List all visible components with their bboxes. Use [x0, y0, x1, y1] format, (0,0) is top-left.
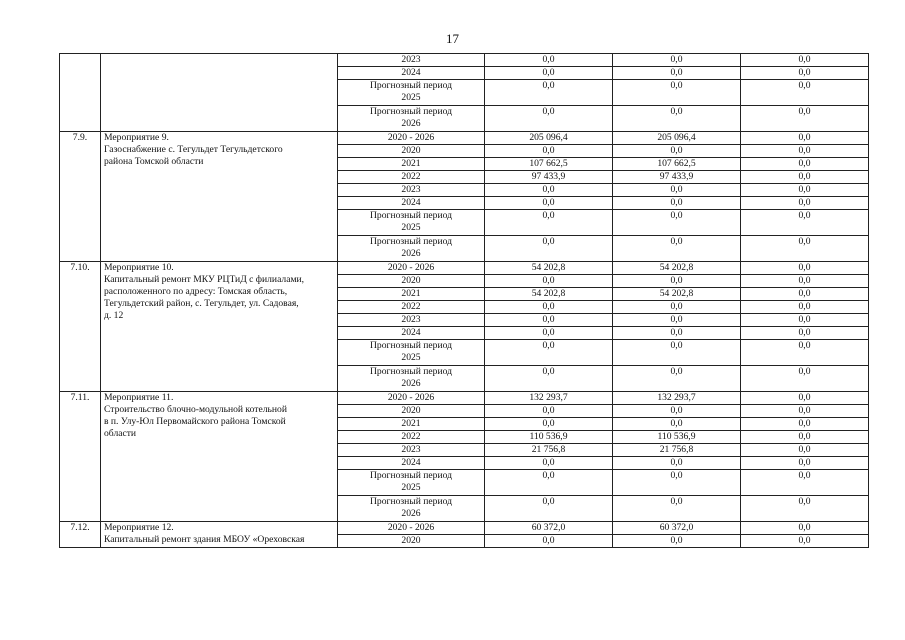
amount-cell-2: 0,0: [613, 54, 741, 67]
amount-cell-3: 0,0: [741, 184, 869, 197]
amount-cell-2: 0,0: [613, 366, 741, 392]
period-text: 2025: [401, 92, 421, 103]
period-text: 2022: [401, 171, 421, 182]
amount-cell-1: 0,0: [485, 327, 613, 340]
table-row: [60, 54, 869, 67]
amount-cell-3: 0,0: [741, 210, 869, 236]
amount-cell-1: 0,0: [485, 314, 613, 327]
amount-cell-3: 0,0: [741, 80, 869, 106]
amount-cell-2: 0,0: [613, 106, 741, 132]
item-number: 7.10.: [60, 262, 101, 392]
period-text: 2024: [401, 67, 421, 78]
amount-cell-1: 0,0: [485, 106, 613, 132]
page-number: 17: [446, 31, 459, 46]
period-text: 2024: [401, 327, 421, 338]
item-number: 7.9.: [60, 132, 101, 262]
amount-cell-3: 0,0: [741, 522, 869, 535]
amount-cell-3: 0,0: [741, 392, 869, 405]
amount-cell-1: 0,0: [485, 366, 613, 392]
period-text: 2020 - 2026: [387, 132, 435, 143]
amount-cell-2: 107 662,5: [613, 158, 741, 171]
item-description-line: д. 12: [104, 310, 124, 321]
period-text: 2022: [401, 301, 421, 312]
amount-cell-3: 0,0: [741, 366, 869, 392]
period-text: 2025: [401, 352, 421, 363]
amount-cell-3: 0,0: [741, 262, 869, 275]
amount-cell-2: 0,0: [613, 340, 741, 366]
period-cell: [338, 288, 485, 301]
table-row: [60, 522, 869, 535]
budget-table-body: [60, 54, 869, 548]
period-text: 2020: [401, 145, 421, 156]
amount-cell-1: 0,0: [485, 197, 613, 210]
amount-cell-2: 0,0: [613, 210, 741, 236]
amount-cell-2: 0,0: [613, 301, 741, 314]
amount-cell-3: 0,0: [741, 418, 869, 431]
amount-cell-3: 0,0: [741, 405, 869, 418]
period-cell: [338, 132, 485, 145]
amount-cell-3: 0,0: [741, 132, 869, 145]
period-cell: [338, 158, 485, 171]
amount-cell-2: 0,0: [613, 418, 741, 431]
period-cell: [338, 184, 485, 197]
period-cell: [338, 431, 485, 444]
table-row: [60, 262, 869, 275]
amount-cell-1: 0,0: [485, 145, 613, 158]
period-text: 2024: [401, 197, 421, 208]
period-text: 2020: [401, 535, 421, 546]
period-cell: [338, 106, 485, 132]
period-text: 2023: [401, 54, 421, 65]
period-text: 2021: [401, 418, 421, 429]
amount-cell-2: 97 433,9: [613, 171, 741, 184]
amount-cell-1: 0,0: [485, 275, 613, 288]
amount-cell-1: 0,0: [485, 496, 613, 522]
period-cell: [338, 145, 485, 158]
amount-cell-1: 0,0: [485, 340, 613, 366]
amount-cell-2: 0,0: [613, 457, 741, 470]
amount-cell-2: 60 372,0: [613, 522, 741, 535]
item-description: [101, 522, 338, 548]
amount-cell-1: 0,0: [485, 210, 613, 236]
period-cell: [338, 54, 485, 67]
period-text: 2026: [401, 378, 421, 389]
amount-cell-2: 0,0: [613, 535, 741, 548]
amount-cell-2: 110 536,9: [613, 431, 741, 444]
item-number: [60, 54, 101, 132]
period-cell: [338, 80, 485, 106]
period-cell: [338, 301, 485, 314]
period-text: 2021: [401, 288, 421, 299]
amount-cell-1: 97 433,9: [485, 171, 613, 184]
amount-cell-3: 0,0: [741, 54, 869, 67]
item-description: [101, 54, 338, 132]
period-text: 2023: [401, 184, 421, 195]
item-description-line: Капитальный ремонт здания МБОУ «Ореховская: [104, 534, 305, 545]
period-text: 2025: [401, 482, 421, 493]
amount-cell-1: 21 756,8: [485, 444, 613, 457]
period-cell: [338, 366, 485, 392]
period-cell: [338, 418, 485, 431]
amount-cell-3: 0,0: [741, 171, 869, 184]
amount-cell-1: 0,0: [485, 54, 613, 67]
amount-cell-2: 0,0: [613, 470, 741, 496]
period-cell: [338, 210, 485, 236]
amount-cell-1: 54 202,8: [485, 262, 613, 275]
period-text: 2023: [401, 444, 421, 455]
amount-cell-3: 0,0: [741, 236, 869, 262]
item-description-line: Мероприятие 11.: [104, 392, 174, 403]
period-text: Прогнозный период: [369, 340, 452, 351]
amount-cell-3: 0,0: [741, 431, 869, 444]
item-number: 7.12.: [60, 522, 101, 548]
amount-cell-1: 0,0: [485, 418, 613, 431]
amount-cell-3: 0,0: [741, 340, 869, 366]
amount-cell-1: 0,0: [485, 405, 613, 418]
period-text: 2020: [401, 405, 421, 416]
period-text: Прогнозный период: [369, 210, 452, 221]
amount-cell-2: 54 202,8: [613, 262, 741, 275]
amount-cell-2: 0,0: [613, 314, 741, 327]
item-description-line: Мероприятие 12.: [104, 522, 174, 533]
amount-cell-2: 0,0: [613, 184, 741, 197]
period-cell: [338, 470, 485, 496]
amount-cell-1: 60 372,0: [485, 522, 613, 535]
period-text: 2024: [401, 457, 421, 468]
item-number: 7.11.: [60, 392, 101, 522]
period-cell: [338, 314, 485, 327]
item-description-line: Мероприятие 10.: [104, 262, 174, 273]
amount-cell-2: 0,0: [613, 405, 741, 418]
item-description-line: Тегульдетский район, с. Тегульдет, ул. Садовая,: [104, 298, 299, 309]
period-text: Прогнозный период: [369, 236, 452, 247]
item-description: [101, 392, 338, 522]
amount-cell-3: 0,0: [741, 327, 869, 340]
period-text: 2026: [401, 508, 421, 519]
period-cell: [338, 340, 485, 366]
period-text: 2020 - 2026: [387, 392, 435, 403]
amount-cell-2: 0,0: [613, 275, 741, 288]
amount-cell-3: 0,0: [741, 197, 869, 210]
item-description-line: района Томской области: [104, 156, 204, 167]
item-description-line: расположенного по адресу: Томская область,: [104, 286, 288, 297]
period-text: 2026: [401, 248, 421, 259]
amount-cell-2: 0,0: [613, 197, 741, 210]
period-cell: [338, 496, 485, 522]
amount-cell-2: 0,0: [613, 145, 741, 158]
amount-cell-3: 0,0: [741, 301, 869, 314]
period-text: Прогнозный период: [369, 106, 452, 117]
table-row: [60, 132, 869, 145]
amount-cell-1: 0,0: [485, 457, 613, 470]
amount-cell-3: 0,0: [741, 470, 869, 496]
period-text: 2020 - 2026: [387, 522, 435, 533]
period-cell: [338, 236, 485, 262]
amount-cell-1: 107 662,5: [485, 158, 613, 171]
period-cell: [338, 197, 485, 210]
amount-cell-3: 0,0: [741, 496, 869, 522]
period-text: 2026: [401, 118, 421, 129]
amount-cell-3: 0,0: [741, 158, 869, 171]
amount-cell-1: 0,0: [485, 67, 613, 80]
period-text: 2020: [401, 275, 421, 286]
period-cell: [338, 405, 485, 418]
amount-cell-2: 0,0: [613, 80, 741, 106]
amount-cell-3: 0,0: [741, 314, 869, 327]
amount-cell-2: 54 202,8: [613, 288, 741, 301]
period-cell: [338, 262, 485, 275]
amount-cell-3: 0,0: [741, 457, 869, 470]
amount-cell-2: 205 096,4: [613, 132, 741, 145]
amount-cell-3: 0,0: [741, 67, 869, 80]
amount-cell-3: 0,0: [741, 106, 869, 132]
item-description-line: в п. Улу-Юл Первомайского района Томской: [104, 416, 286, 427]
period-cell: [338, 392, 485, 405]
item-description: [101, 132, 338, 262]
period-cell: [338, 444, 485, 457]
amount-cell-3: 0,0: [741, 444, 869, 457]
period-cell: [338, 327, 485, 340]
amount-cell-1: 0,0: [485, 301, 613, 314]
period-cell: [338, 275, 485, 288]
amount-cell-3: 0,0: [741, 275, 869, 288]
item-description-line: Капитальный ремонт МКУ РЦТиД с филиалами,: [104, 274, 305, 285]
period-text: Прогнозный период: [369, 80, 452, 91]
item-description-line: Газоснабжение с. Тегульдет Тегульдетского: [104, 144, 283, 155]
budget-table: [59, 53, 869, 548]
amount-cell-3: 0,0: [741, 535, 869, 548]
amount-cell-1: 0,0: [485, 80, 613, 106]
period-cell: [338, 171, 485, 184]
amount-cell-1: 110 536,9: [485, 431, 613, 444]
period-text: Прогнозный период: [369, 366, 452, 377]
amount-cell-1: 54 202,8: [485, 288, 613, 301]
item-description-line: Мероприятие 9.: [104, 132, 169, 143]
amount-cell-3: 0,0: [741, 145, 869, 158]
period-text: 2021: [401, 158, 421, 169]
amount-cell-2: 0,0: [613, 496, 741, 522]
table-row: [60, 392, 869, 405]
period-text: 2020 - 2026: [387, 262, 435, 273]
period-cell: [338, 457, 485, 470]
period-cell: [338, 67, 485, 80]
amount-cell-1: 0,0: [485, 236, 613, 262]
amount-cell-2: 0,0: [613, 67, 741, 80]
amount-cell-1: 205 096,4: [485, 132, 613, 145]
amount-cell-3: 0,0: [741, 288, 869, 301]
period-text: 2025: [401, 222, 421, 233]
period-text: 2022: [401, 431, 421, 442]
amount-cell-2: 0,0: [613, 236, 741, 262]
amount-cell-2: 132 293,7: [613, 392, 741, 405]
period-cell: [338, 522, 485, 535]
item-description: [101, 262, 338, 392]
period-text: Прогнозный период: [369, 496, 452, 507]
amount-cell-1: 0,0: [485, 470, 613, 496]
amount-cell-2: 21 756,8: [613, 444, 741, 457]
period-cell: [338, 535, 485, 548]
amount-cell-1: 0,0: [485, 184, 613, 197]
item-description-line: Строительство блочно-модульной котельной: [104, 404, 287, 415]
amount-cell-1: 0,0: [485, 535, 613, 548]
period-text: Прогнозный период: [369, 470, 452, 481]
period-text: 2023: [401, 314, 421, 325]
amount-cell-1: 132 293,7: [485, 392, 613, 405]
amount-cell-2: 0,0: [613, 327, 741, 340]
item-description-line: области: [104, 428, 137, 439]
